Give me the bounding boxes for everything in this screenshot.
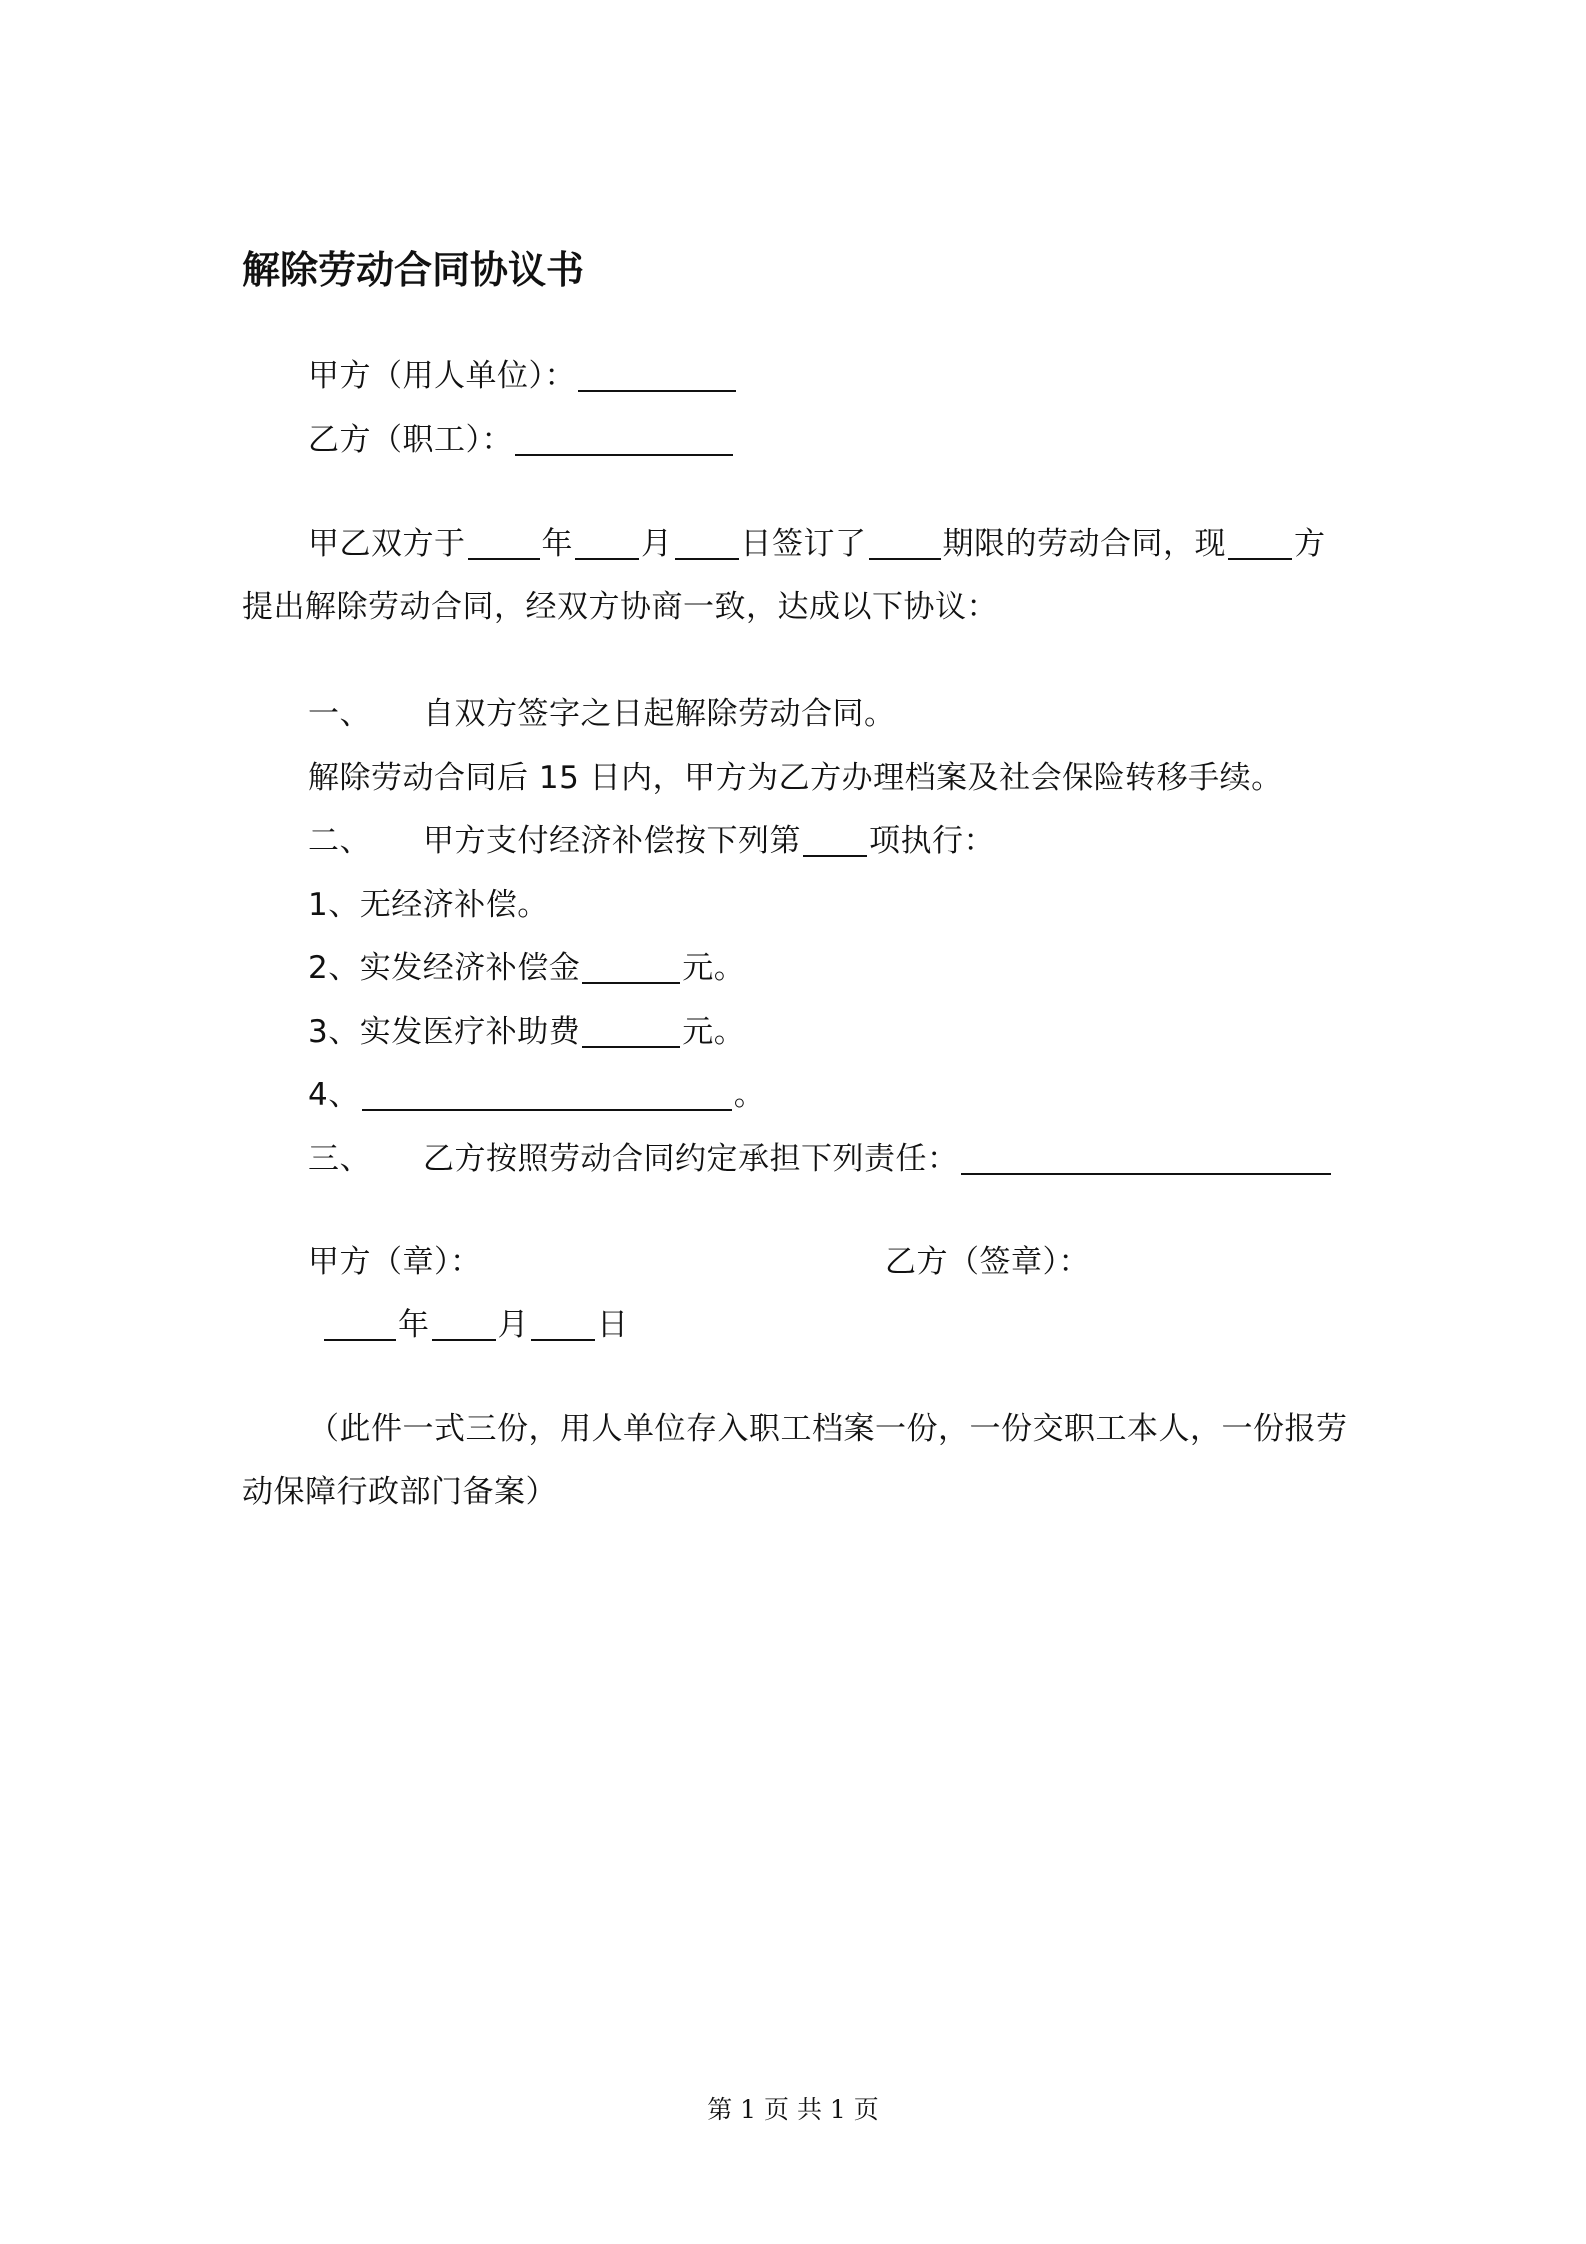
option-1: 1、无经济补偿。 bbox=[308, 887, 549, 923]
option-2-text-after: 元。 bbox=[682, 950, 746, 986]
option-2-amount-blank[interactable] bbox=[582, 952, 680, 984]
sign-day-label: 日 bbox=[597, 1307, 629, 1343]
option-3-text-before: 3、实发医疗补助费 bbox=[308, 1014, 581, 1050]
option-3 bbox=[308, 1010, 745, 1054]
clause-2-text-before: 甲方支付经济补偿按下列第 bbox=[423, 823, 801, 859]
option-2-text-before: 2、实发经济补偿金 bbox=[308, 950, 581, 986]
intro-text-4: 日签订了 bbox=[740, 526, 867, 562]
option-4-text-after: 。 bbox=[733, 1077, 766, 1113]
party-a-label: 甲方（用人单位）： bbox=[308, 358, 576, 394]
clause-3 bbox=[308, 1137, 1333, 1181]
clause-2-number: 二、 bbox=[308, 823, 371, 859]
clause-1 bbox=[308, 692, 896, 736]
clause-1-text: 自双方签字之日起解除劳动合同。 bbox=[423, 696, 896, 732]
option-4-blank[interactable] bbox=[362, 1079, 732, 1111]
clause-2 bbox=[308, 819, 995, 863]
intro-line-2: 提出解除劳动合同，经双方协商一致，达成以下协议： bbox=[242, 589, 998, 625]
option-4-text-before: 4、 bbox=[308, 1077, 360, 1113]
party-a-line bbox=[308, 354, 738, 398]
clause-3-blank[interactable] bbox=[961, 1143, 1331, 1175]
page-footer: 第 1 页 共 1 页 bbox=[707, 2095, 879, 2124]
intro-line-1 bbox=[308, 522, 1326, 566]
clause-3-text: 乙方按照劳动合同约定承担下列责任： bbox=[423, 1141, 959, 1177]
clause-1-number: 一、 bbox=[308, 696, 371, 732]
document-title: 解除劳动合同协议书 bbox=[242, 248, 585, 292]
clause-3-number: 三、 bbox=[308, 1141, 371, 1177]
sign-date bbox=[322, 1303, 629, 1347]
intro-text-2: 年 bbox=[541, 526, 573, 562]
intro-month-blank[interactable] bbox=[575, 528, 639, 560]
sign-day-blank[interactable] bbox=[531, 1309, 595, 1341]
sign-month-blank[interactable] bbox=[432, 1309, 496, 1341]
party-b-blank[interactable] bbox=[515, 424, 733, 456]
intro-text-6: 方 bbox=[1294, 526, 1326, 562]
note-line-1: （此件一式三份，用人单位存入职工档案一份，一份交职工本人，一份报劳 bbox=[308, 1411, 1348, 1447]
intro-text-3: 月 bbox=[641, 526, 673, 562]
intro-text-1: 甲乙双方于 bbox=[308, 526, 466, 562]
intro-year-blank[interactable] bbox=[468, 528, 540, 560]
option-3-amount-blank[interactable] bbox=[582, 1016, 680, 1048]
sign-month-label: 月 bbox=[497, 1307, 529, 1343]
clause-1-detail: 解除劳动合同后 15 日内，甲方为乙方办理档案及社会保险转移手续。 bbox=[308, 760, 1283, 796]
clause-2-item-blank[interactable] bbox=[803, 825, 867, 857]
option-2 bbox=[308, 946, 745, 990]
party-b-line bbox=[308, 418, 735, 462]
option-4 bbox=[308, 1073, 765, 1117]
intro-term-blank[interactable] bbox=[869, 528, 941, 560]
party-a-seal: 甲方（章）： bbox=[308, 1244, 482, 1280]
party-b-label: 乙方（职工）： bbox=[308, 422, 513, 458]
clause-2-text-after: 项执行： bbox=[869, 823, 995, 859]
sign-year-blank[interactable] bbox=[324, 1309, 396, 1341]
intro-party-blank[interactable] bbox=[1228, 528, 1292, 560]
option-3-text-after: 元。 bbox=[682, 1014, 746, 1050]
note-line-2: 动保障行政部门备案） bbox=[242, 1474, 557, 1510]
party-b-signature: 乙方（签章）： bbox=[885, 1244, 1090, 1280]
intro-day-blank[interactable] bbox=[675, 528, 739, 560]
party-a-blank[interactable] bbox=[578, 360, 736, 392]
sign-year-label: 年 bbox=[398, 1307, 430, 1343]
intro-text-5: 期限的劳动合同，现 bbox=[942, 526, 1226, 562]
